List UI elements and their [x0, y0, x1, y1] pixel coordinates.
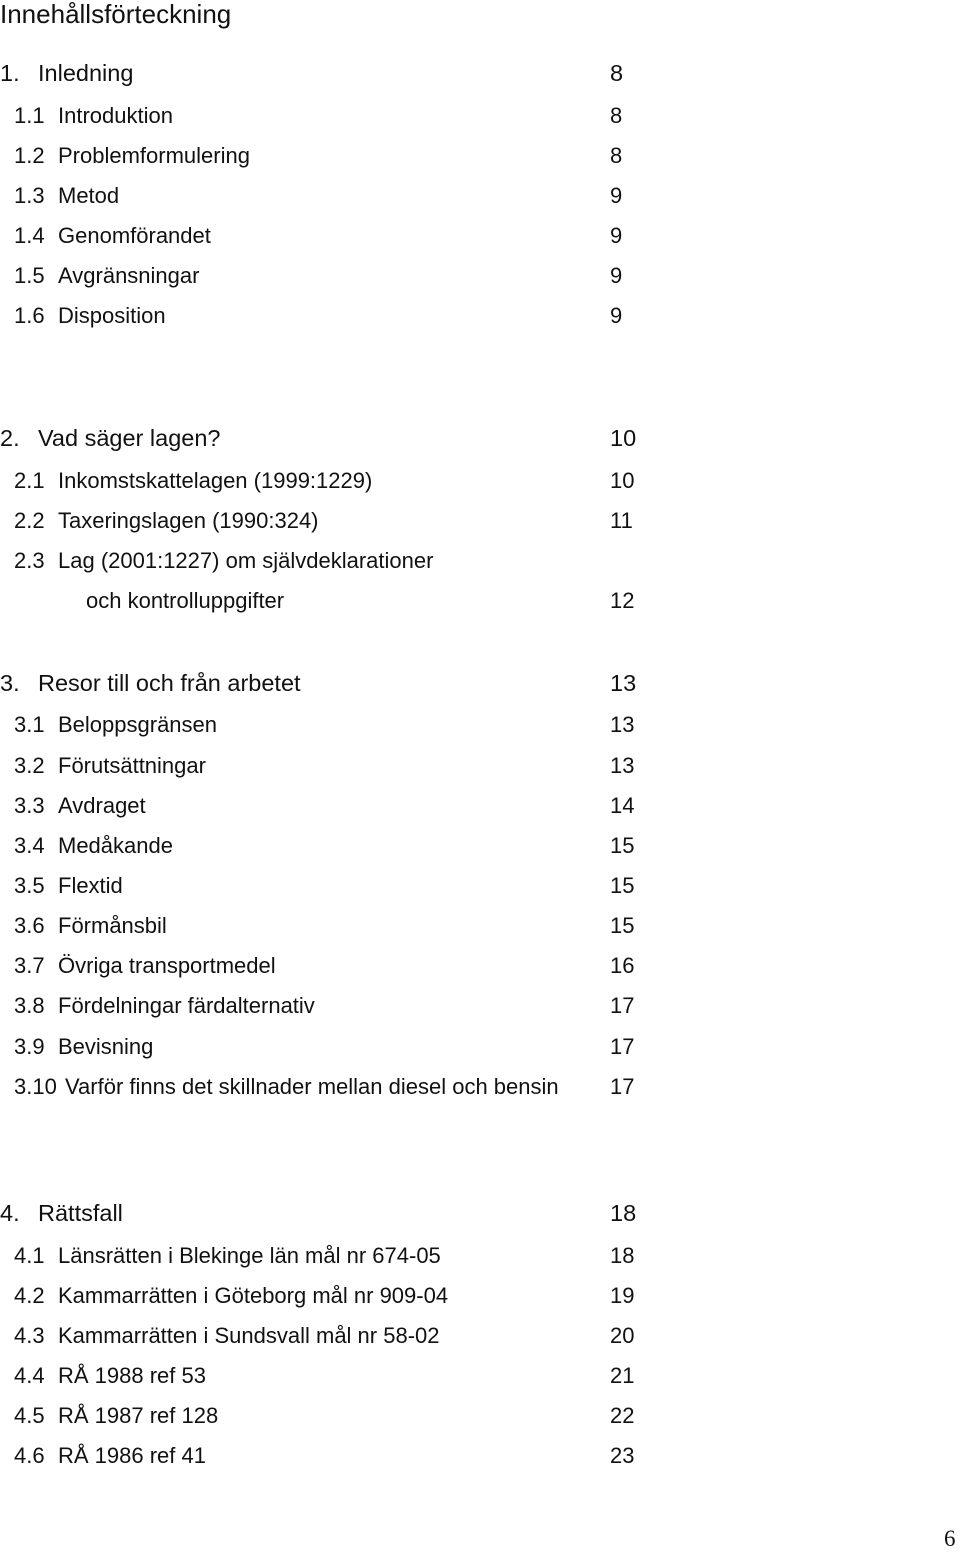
toc-section-entry — [0, 466, 660, 496]
toc-entry-page: 13 — [610, 670, 637, 696]
toc-entry-number: 4. — [0, 1200, 20, 1226]
toc-section-entry — [0, 586, 660, 616]
toc-entry-page: 23 — [610, 1443, 635, 1468]
toc-section-entry — [0, 261, 660, 291]
toc-entry-page: 18 — [610, 1200, 637, 1226]
toc-entry-number: 2.3 — [14, 548, 45, 573]
toc-chapter-entry — [0, 1198, 660, 1228]
toc-entry-label: Medåkande — [58, 833, 173, 858]
toc-entry-number: 3.6 — [14, 913, 45, 938]
toc-entry-page: 10 — [610, 425, 637, 451]
toc-entry-label: Inledning — [38, 60, 134, 86]
toc-entry-number: 4.4 — [14, 1363, 45, 1388]
toc-entry-label: RÅ 1987 ref 128 — [58, 1403, 219, 1428]
toc-entry-label: Förutsättningar — [58, 753, 206, 778]
toc-entry-page: 19 — [610, 1283, 635, 1308]
toc-section-entry — [0, 791, 660, 821]
toc-entry-label: Övriga transportmedel — [58, 953, 276, 978]
toc-entry-page: 15 — [610, 873, 635, 898]
toc-entry-label: Vad säger lagen? — [38, 425, 221, 451]
toc-entry-number: 1. — [0, 60, 20, 86]
toc-entry-page: 8 — [610, 103, 623, 128]
toc-entry-number: 3.2 — [14, 753, 45, 778]
toc-entry-page: 15 — [610, 833, 635, 858]
toc-entry-page: 8 — [610, 60, 624, 86]
toc-entry-number: 1.4 — [14, 223, 45, 248]
toc-entry-label: Disposition — [58, 303, 166, 328]
toc-entry-page: 13 — [610, 753, 635, 778]
toc-entry-number: 4.2 — [14, 1283, 45, 1308]
toc-entry-page: 18 — [610, 1243, 635, 1268]
toc-entry-label: Beloppsgränsen — [58, 712, 218, 737]
toc-entry-number: 1.2 — [14, 143, 45, 168]
toc-entry-page: 16 — [610, 953, 635, 978]
toc-entry-number: 4.1 — [14, 1243, 45, 1268]
toc-section-entry — [0, 1401, 660, 1431]
toc-entry-number: 4.3 — [14, 1323, 45, 1348]
toc-entry-page: 13 — [610, 712, 635, 737]
toc-section-entry — [0, 301, 660, 331]
toc-entry-label: Genomförandet — [58, 223, 211, 248]
toc-section-entry — [0, 710, 660, 740]
toc-entry-number: 3.7 — [14, 953, 45, 978]
toc-entry-label: Introduktion — [58, 103, 173, 128]
toc-chapter-entry — [0, 668, 660, 698]
toc-section-entry — [0, 181, 660, 211]
toc-entry-page: 8 — [610, 143, 623, 168]
toc-entry-label: Metod — [58, 183, 120, 208]
toc-entry-page: 22 — [610, 1403, 635, 1428]
toc-section-entry — [0, 951, 660, 981]
toc-entry-number: 1.6 — [14, 303, 45, 328]
toc-entry-page: 15 — [610, 913, 635, 938]
toc-entry-label: Kammarrätten i Sundsvall mål nr 58-02 — [58, 1323, 440, 1348]
toc-entry-number: 4.5 — [14, 1403, 45, 1428]
toc-entry-number: 2.2 — [14, 508, 45, 533]
toc-entry-label: Lag (2001:1227) om självdeklarationer — [58, 548, 434, 573]
toc-entry-number: 3.4 — [14, 833, 45, 858]
toc-section-entry — [0, 221, 660, 251]
toc-entry-number: 3.1 — [14, 712, 45, 737]
toc-entry-page: 9 — [610, 183, 623, 208]
toc-entry-label: RÅ 1986 ref 41 — [58, 1443, 206, 1468]
page-number: 6 — [944, 1526, 956, 1551]
toc-entry-label: Kammarrätten i Göteborg mål nr 909-04 — [58, 1283, 449, 1308]
toc-entry-label: Bevisning — [58, 1034, 154, 1059]
toc-entry-label: Förmånsbil — [58, 913, 167, 938]
toc-entry-label: Flextid — [58, 873, 123, 898]
toc-section-entry — [0, 831, 660, 861]
toc-entry-number: 2. — [0, 425, 20, 451]
toc-title: Innehållsförteckning — [0, 0, 232, 29]
toc-entry-label: Problemformulering — [58, 143, 250, 168]
toc-entry-label: Rättsfall — [38, 1200, 123, 1226]
toc-entry-label: Länsrätten i Blekinge län mål nr 674-05 — [58, 1243, 441, 1268]
toc-entry-page: 17 — [610, 1074, 635, 1099]
toc-entry-number: 3.10 — [14, 1074, 57, 1099]
toc-entry-number: 4.6 — [14, 1443, 45, 1468]
toc-section-entry — [0, 1281, 660, 1311]
toc-entry-number: 1.5 — [14, 263, 45, 288]
toc-section-entry — [0, 1361, 660, 1391]
toc-entry-number: 3.8 — [14, 993, 45, 1018]
toc-entry-label: Avdraget — [58, 793, 146, 818]
toc-entry-page: 17 — [610, 993, 635, 1018]
toc-entry-number: 1.1 — [14, 103, 45, 128]
toc-section-entry — [0, 1072, 660, 1102]
toc-section-entry — [0, 506, 660, 536]
toc-section-entry — [0, 1032, 660, 1062]
toc-entry-number: 3.3 — [14, 793, 45, 818]
toc-section-entry — [0, 101, 660, 131]
toc-chapter-entry — [0, 423, 660, 453]
toc-entry-number: 3.5 — [14, 873, 45, 898]
toc-entry-page: 20 — [610, 1323, 635, 1348]
toc-entry-number: 3. — [0, 670, 20, 696]
toc-entry-label: Inkomstskattelagen (1999:1229) — [58, 468, 373, 493]
toc-section-entry — [0, 1241, 660, 1271]
toc-entry-page: 9 — [610, 263, 623, 288]
toc-entry-page: 14 — [610, 793, 635, 818]
toc-section-entry — [0, 871, 660, 901]
toc-entry-page: 17 — [610, 1034, 635, 1059]
toc-entry-page: 12 — [610, 588, 635, 613]
toc-entry-page: 21 — [610, 1363, 635, 1388]
toc-section-entry — [0, 911, 660, 941]
toc-entry-number: 2.1 — [14, 468, 45, 493]
toc-entry-number: 1.3 — [14, 183, 45, 208]
toc-entry-page: 10 — [610, 468, 635, 493]
toc-chapter-entry — [0, 58, 660, 88]
toc-entry-label: Fördelningar färdalternativ — [58, 993, 315, 1018]
toc-section-entry — [0, 1321, 660, 1351]
toc-section-entry — [0, 1441, 660, 1471]
toc-section-entry — [0, 751, 660, 781]
toc-entry-number: 3.9 — [14, 1034, 45, 1059]
toc-entry-page: 11 — [610, 508, 633, 533]
toc-section-entry — [0, 546, 660, 576]
toc-entry-label: Avgränsningar — [58, 263, 200, 288]
toc-entry-label: RÅ 1988 ref 53 — [58, 1363, 206, 1388]
toc-entry-label: Taxeringslagen (1990:324) — [58, 508, 319, 533]
toc-entry-label: och kontrolluppgifter — [86, 588, 285, 613]
toc-entry-page: 9 — [610, 303, 623, 328]
toc-section-entry — [0, 141, 660, 171]
toc-entry-label: Resor till och från arbetet — [38, 670, 301, 696]
toc-entry-label: Varför finns det skillnader mellan diesel och bensin — [65, 1074, 559, 1099]
toc-entry-page: 9 — [610, 223, 623, 248]
toc-section-entry — [0, 991, 660, 1021]
